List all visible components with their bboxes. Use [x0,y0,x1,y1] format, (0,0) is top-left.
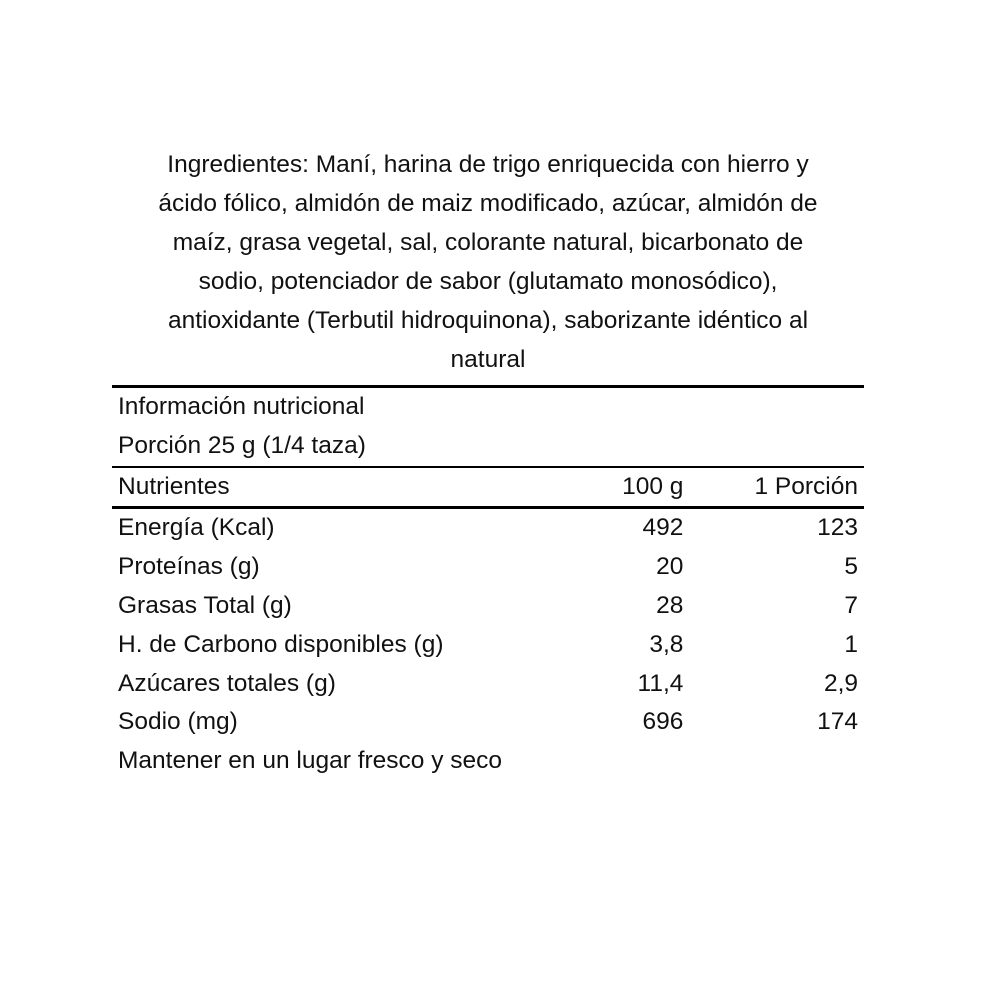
portion-row [112,427,864,467]
value-per-portion: 5 [844,553,858,581]
table-row [112,548,864,587]
nutrient-name: Sodio (mg) [118,708,238,736]
value-per-100g: 28 [656,591,684,619]
nutrition-title-row [112,387,864,427]
table-row [112,703,864,742]
ingredients-line: Ingredientes: Maní, harina de trigo enriquecida con hierro y [167,151,809,178]
nutrient-name: H. de Carbono disponibles (g) [118,630,444,658]
value-per-portion: 2,9 [823,669,858,697]
ingredients-line: natural [450,346,526,373]
nutrition-label [112,145,864,781]
ingredients-line: sodio, potenciador de sabor (glutamato monosódico), [198,268,778,295]
ingredients-line: antioxidante (Terbutil hidroquinona), saborizante idéntico al [167,307,809,334]
table-row [112,626,864,665]
storage-instructions: Mantener en un lugar fresco y seco [118,747,503,775]
value-per-100g: 492 [642,514,684,542]
nutrient-name: Azúcares totales (g) [118,669,336,697]
value-per-100g: 696 [642,708,684,736]
value-per-100g: 11,4 [637,669,684,697]
nutrient-name: Proteínas (g) [118,553,260,581]
value-per-100g: 3,8 [649,630,684,658]
value-per-portion: 7 [844,591,858,619]
table-row [112,587,864,626]
nutrient-name: Grasas Total (g) [118,591,292,619]
portion-size: Porción 25 g (1/4 taza) [118,431,366,459]
nutrition-table [112,385,864,781]
table-row [112,665,864,704]
value-per-portion: 123 [817,514,858,542]
ingredients-text [112,145,864,379]
table-header-row [112,467,864,508]
nutrient-name: Energía (Kcal) [118,514,275,542]
value-per-portion: 174 [817,708,858,736]
value-per-portion: 1 [844,630,858,658]
ingredients-line: maíz, grasa vegetal, sal, colorante natural, bicarbonato de [172,229,804,256]
header-nutrient: Nutrientes [112,467,574,508]
header-per-100g: 100 g [574,467,689,508]
value-per-100g: 20 [656,553,684,581]
nutrition-title: Información nutricional [112,387,864,427]
ingredients-line: ácido fólico, almidón de maiz modificado, azúcar, almidón de [158,190,818,217]
table-row [112,508,864,548]
header-per-portion: 1 Porción [689,467,864,508]
storage-row [112,742,864,781]
